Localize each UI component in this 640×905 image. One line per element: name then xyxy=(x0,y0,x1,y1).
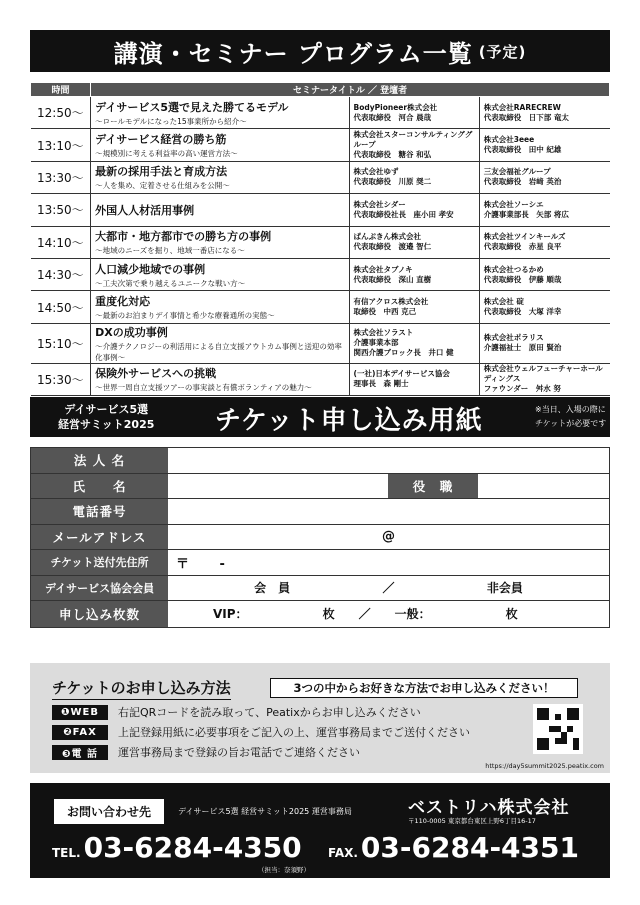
program-row xyxy=(31,258,610,290)
divider: ／ xyxy=(358,607,371,622)
program-row xyxy=(31,363,610,395)
session-title: 重度化対応 xyxy=(95,295,151,309)
peatix-url[interactable]: https://day5summit2025.peatix.com xyxy=(485,762,604,770)
speaker-1 xyxy=(349,226,479,258)
session-subtitle: 〜世界一周自立支援ツアーの事実談と有償ボランティアの魅力〜 xyxy=(95,383,312,393)
session-title-cell xyxy=(91,226,349,258)
method-tag: ❸電 話 xyxy=(52,745,108,760)
speaker-line: ぱんぷきん株式会社 xyxy=(353,232,422,242)
method-text: 右記QRコードを読み取って、Peatixからお申し込みください xyxy=(118,706,421,719)
method-web xyxy=(52,704,421,720)
contact-footer xyxy=(30,783,610,878)
speaker-line: 株式会社RARECREW xyxy=(483,102,561,112)
speaker-line: 代表取締役 渡邉 智仁 xyxy=(353,242,432,252)
program-row xyxy=(31,194,610,226)
speaker-line: 株式会社3eee xyxy=(483,134,535,144)
speaker-1 xyxy=(349,194,479,226)
speaker-line: 理事長 森 剛士 xyxy=(353,379,409,389)
speaker-2 xyxy=(479,363,609,395)
member-label: デイサービス協会会員 xyxy=(31,576,168,601)
session-subtitle: 〜人を集め、定着させる仕組みを公開〜 xyxy=(95,181,230,191)
speaker-1 xyxy=(349,161,479,193)
ticket-note-2: チケットが必要です xyxy=(535,419,607,428)
member-option[interactable]: 会 員 xyxy=(254,581,291,596)
speaker-line: 介護福祉士 原田 賢治 xyxy=(483,343,562,353)
program-table xyxy=(30,82,610,396)
session-title: デイサービス5選で見えた勝てるモデル xyxy=(95,100,289,114)
count-label: 申し込み枚数 xyxy=(31,601,168,627)
program-row xyxy=(31,291,610,323)
session-subtitle: 〜工夫次第で乗り越えるユニークな戦い方〜 xyxy=(95,278,246,288)
general-label: 一般： xyxy=(394,607,431,622)
speaker-1 xyxy=(349,97,479,129)
speaker-line: 三友会福祉グループ xyxy=(483,167,551,177)
speaker-2 xyxy=(479,129,609,161)
name-label: 氏 名 xyxy=(31,474,168,499)
method-phone xyxy=(52,744,360,760)
speaker-line: (一社)日本デイサービス協会 xyxy=(353,369,450,379)
ticket-note: ※当日、入場の際に xyxy=(535,405,606,414)
speaker-line: ファウンダー 舛水 努 xyxy=(483,384,561,394)
speaker-line: 株式会社タブノキ xyxy=(353,264,413,274)
fax-value: 03-6284-4351 xyxy=(360,831,579,864)
phone-field[interactable] xyxy=(168,499,609,524)
speaker-line: 代表取締役 岩﨑 英治 xyxy=(483,177,562,187)
speaker-line: 株式会社スターコンサルティンググループ xyxy=(353,129,473,150)
session-title-cell xyxy=(91,291,349,323)
non-member-option[interactable]: 非会員 xyxy=(486,581,523,596)
speaker-line: 代表取締役社長 座小田 孝安 xyxy=(353,209,454,219)
page-title xyxy=(30,30,610,72)
email-label: メールアドレス xyxy=(31,525,168,550)
vip-label: VIP： xyxy=(213,607,248,622)
speaker-line: 株式会社シダー xyxy=(353,199,406,209)
howto-callout: 3つの中からお好きな方法でお申し込みください！ xyxy=(270,678,578,698)
speaker-line: 代表取締役 田中 紀雄 xyxy=(483,145,562,155)
session-title: 外国人人材活用事例 xyxy=(95,203,195,217)
session-title-cell xyxy=(91,363,349,395)
speaker-line: 代表取締役 深山 直樹 xyxy=(353,274,432,284)
session-subtitle: 〜ロールモデルになった15事業所から紹介〜 xyxy=(95,116,247,126)
speaker-1 xyxy=(349,363,479,395)
application-methods xyxy=(30,663,610,773)
tel-label: TEL. xyxy=(52,846,81,860)
program-row xyxy=(31,226,610,258)
organizer: デイサービス5選 経営サミット2025 運営事務局 xyxy=(178,807,352,816)
session-time: 14:30〜 xyxy=(31,258,91,290)
vip-unit: 枚 xyxy=(322,607,335,622)
speaker-line: 株式会社 碇 xyxy=(483,296,524,306)
session-subtitle: 〜最新のお泊まりデイ事情と希少な療養通所の実態〜 xyxy=(95,311,275,321)
howto-heading: チケットのお申し込み方法 xyxy=(52,677,231,700)
session-title: 保険外サービスへの挑戦 xyxy=(95,367,217,381)
method-tag: ❶WEB xyxy=(52,705,108,720)
title-sub: (予定) xyxy=(478,42,527,61)
divider: ／ xyxy=(382,581,395,596)
session-time: 15:30〜 xyxy=(31,363,91,395)
speaker-line: BodyPioneer株式会社 xyxy=(353,102,438,112)
company-field[interactable] xyxy=(168,448,609,473)
general-unit: 枚 xyxy=(505,607,518,622)
speaker-line: 株式会社ゆず xyxy=(353,167,399,177)
qr-code-icon[interactable] xyxy=(533,704,583,754)
position-label: 役 職 xyxy=(388,474,478,499)
method-text: 運営事務局まで登録の旨お電話でご連絡ください xyxy=(118,746,360,759)
speaker-line: 株式会社ポラリス xyxy=(483,333,544,343)
speaker-line: 取締役 中西 克己 xyxy=(353,307,417,317)
speaker-2 xyxy=(479,161,609,193)
session-time: 13:30〜 xyxy=(31,161,91,193)
session-title: 人口減少地域での事例 xyxy=(95,262,206,276)
speaker-line: 代表取締役 伊藤 順哉 xyxy=(483,274,562,284)
session-title-cell xyxy=(91,194,349,226)
speaker-line: 関西介護ブロック長 井口 健 xyxy=(353,348,454,358)
speaker-line: 株式会社つるかめ xyxy=(483,264,544,274)
session-title: 大都市・地方都市での勝ち方の事例 xyxy=(95,230,272,244)
speaker-2 xyxy=(479,97,609,129)
program-row xyxy=(31,323,610,363)
session-time: 13:50〜 xyxy=(31,194,91,226)
contact-person: （担当：奈須野） xyxy=(258,866,310,874)
session-title-cell xyxy=(91,258,349,290)
speaker-line: 代表取締役 赤星 良平 xyxy=(483,242,562,252)
header-time: 時間 xyxy=(31,83,91,97)
contact-label: お問い合わせ先 xyxy=(54,799,164,824)
event-name: デイサービス5選 xyxy=(64,403,149,416)
session-title-cell xyxy=(91,161,349,193)
fax-label: FAX. xyxy=(328,846,358,860)
speaker-line: 株式会社ツインキールズ xyxy=(483,232,566,242)
address-label: チケット送付先住所 xyxy=(31,550,168,575)
speaker-line: 代表取締役 川原 奨二 xyxy=(353,177,432,187)
session-subtitle: 〜介護テクノロジーの利活用による自立支援アウトカム事例と送迎の効率化事例〜 xyxy=(95,341,342,362)
session-subtitle: 〜地域のニーズを掘り、地域一番店になる〜 xyxy=(95,246,245,256)
session-time: 14:10〜 xyxy=(31,226,91,258)
speaker-line: 代表取締役 大塚 洋幸 xyxy=(483,307,562,317)
speaker-2 xyxy=(479,194,609,226)
speaker-1 xyxy=(349,129,479,161)
session-time: 12:50〜 xyxy=(31,97,91,129)
address-field[interactable] xyxy=(168,550,609,575)
program-row xyxy=(31,129,610,161)
method-tag: ❷FAX xyxy=(52,725,108,740)
phone-label: 電話番号 xyxy=(31,499,168,524)
method-fax xyxy=(52,724,470,740)
company-name: ベストリハ株式会社 xyxy=(408,798,570,818)
speaker-line: 株式会社ソラスト xyxy=(353,328,414,338)
speaker-line: 介護事業部長 矢部 将広 xyxy=(483,209,569,219)
session-time: 15:10〜 xyxy=(31,323,91,363)
speaker-1 xyxy=(349,323,479,363)
speaker-line: 株式会社ウェルフューチャーホールディングス xyxy=(483,364,603,384)
position-field[interactable] xyxy=(478,474,609,499)
program-row xyxy=(31,97,610,129)
header-title: セミナータイトル ／ 登壇者 xyxy=(91,83,610,97)
session-time: 13:10〜 xyxy=(31,129,91,161)
speaker-2 xyxy=(479,323,609,363)
company-address: 〒110-0005 東京都台東区上野6丁目16-17 xyxy=(408,817,536,825)
session-title: デイサービス経営の勝ち筋 xyxy=(95,133,227,147)
speaker-2 xyxy=(479,291,609,323)
speaker-line: 代表取締役 日下部 竜太 xyxy=(483,112,569,122)
session-title-cell xyxy=(91,97,349,129)
tel-number xyxy=(52,831,302,864)
name-field[interactable] xyxy=(168,474,388,499)
fax-number xyxy=(328,831,579,864)
method-text: 上記登録用紙に必要事項をご記入の上、運営事務局までご送付ください xyxy=(118,726,470,739)
session-title: 最新の採用手法と育成方法 xyxy=(95,165,228,179)
session-title-cell xyxy=(91,323,349,363)
ticket-banner xyxy=(30,397,610,437)
speaker-line: 株式会社ソーシエ xyxy=(483,199,544,209)
speaker-line: 代表取締役 糖谷 和弘 xyxy=(353,150,432,160)
postal-mark: 〒 - xyxy=(176,556,225,572)
application-form xyxy=(30,447,610,628)
company-label: 法 人 名 xyxy=(31,448,168,473)
tel-value: 03-6284-4350 xyxy=(83,831,302,864)
speaker-2 xyxy=(479,258,609,290)
speaker-line: 介護事業本部 xyxy=(353,338,399,348)
at-sign: @ xyxy=(382,529,395,545)
ticket-heading: チケット申し込み用紙 xyxy=(215,406,483,436)
speaker-2 xyxy=(479,226,609,258)
session-subtitle: 〜規模別に考える利益率の高い運営方法〜 xyxy=(95,149,238,159)
session-time: 14:50〜 xyxy=(31,291,91,323)
speaker-line: 代表取締役 河合 晨哉 xyxy=(353,112,432,122)
speaker-1 xyxy=(349,258,479,290)
speaker-1 xyxy=(349,291,479,323)
session-title: DXの成功事例 xyxy=(95,325,168,339)
speaker-line: 有信アクロス株式会社 xyxy=(353,296,429,306)
session-title-cell xyxy=(91,129,349,161)
email-field[interactable] xyxy=(168,525,609,550)
title-main: 講演・セミナー プログラム一覧 xyxy=(113,39,473,68)
program-row xyxy=(31,161,610,193)
event-name-2: 経営サミット2025 xyxy=(58,418,155,431)
